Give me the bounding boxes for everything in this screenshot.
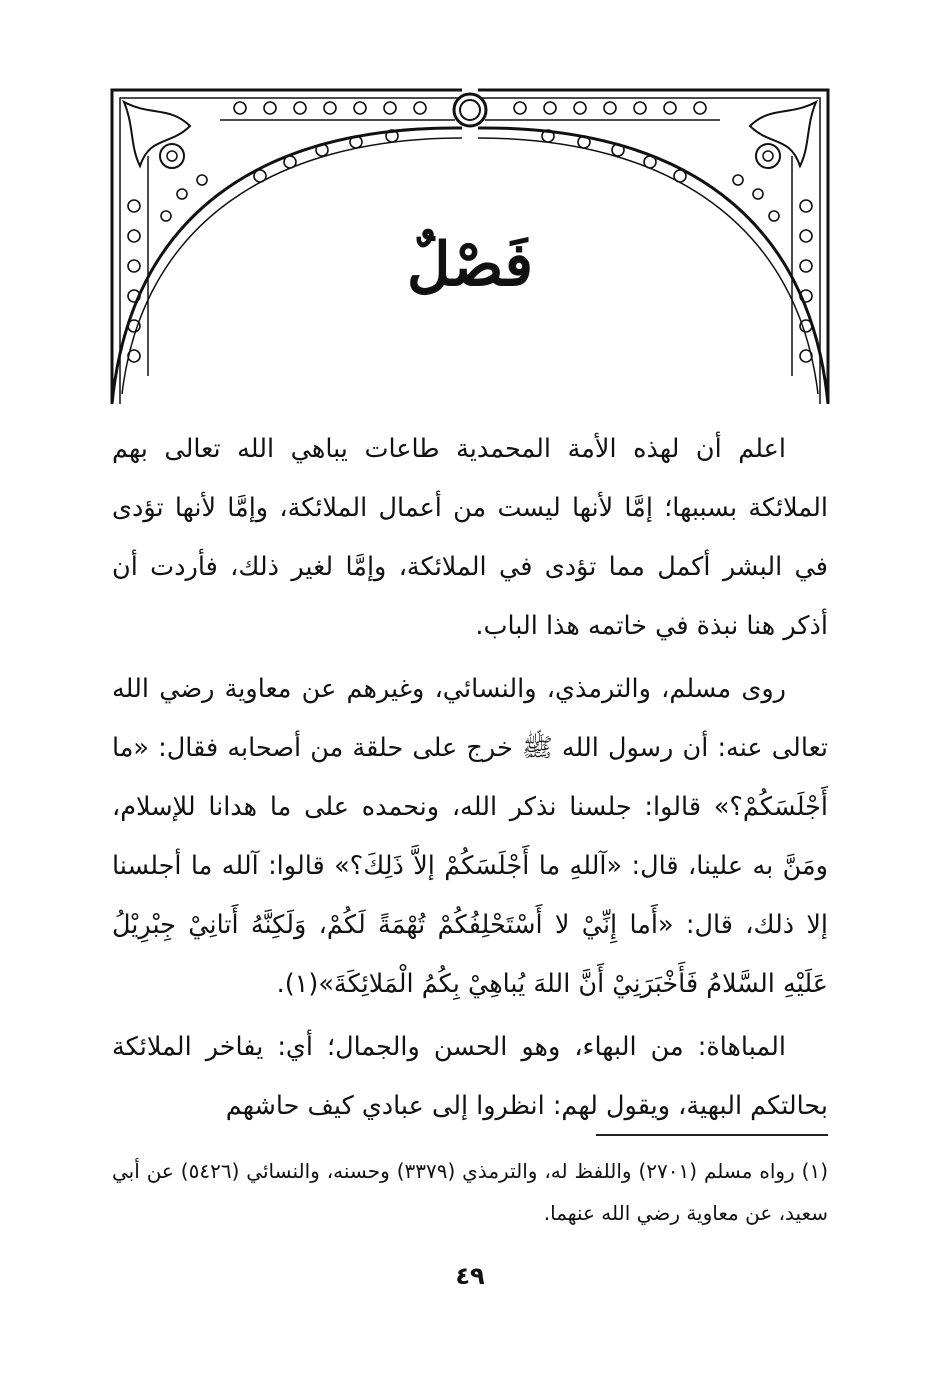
main-text [112,420,828,1140]
page-number: ٤٩ [455,1262,485,1290]
chapter-title: فَصْلٌ [406,230,534,300]
footnotes [112,1150,828,1234]
paragraph: روى مسلم، والترمذي، والنسائي، وغيرهم عن معاوية رضي الله تعالى عنه: أن رسول الله ﷺ خرج على حلقة من أصحابه فقال: «ما أَجْلَسَكُمْ؟» قالوا: جلسنا نذكر الله، ونحمده على ما هدانا للإسلام، ومَنَّ به علينا، قال: «آللهِ ما أَجْلَسَكُمْ إلاَّ ذَلِكَ؟» قالوا: آلله ما أجلسنا إلا ذلك، قال: «أَما إِنِّيْ لا أَسْتَحْلِفُكُمْ تُهْمَةً لَكُمْ، وَلَكِنَّهُ أَتانِيْ جِبْرِيْلُ عَلَيْهِ السَّلامُ فَأَخْبَرَنِيْ أَنَّ اللهَ يُباهِيْ بِكُمُ الْمَلائِكَةَ»(١). [112,674,828,999]
paragraph: اعلم أن لهذه الأمة المحمدية طاعات يباهي الله تعالى بهم الملائكة بسببها؛ إمَّا لأنها ليست من أعمال الملائكة، وإمَّا لأنها تؤدى في البشر أكمل مما تؤدى في الملائكة، وإمَّا لغير ذلك، فأردت أن أذكر هنا نبذة في خاتمه هذا الباب. [112,434,828,641]
footnote: (١) رواه مسلم (٢٧٠١) واللفظ له، والترمذي (٣٣٧٩) وحسنه، والنسائي (٥٤٢٦) عن أبي سعيد، عن معاوية رضي الله عنهما. [112,1159,828,1225]
paragraph: المباهاة: من البهاء، وهو الحسن والجمال؛ أي: يفاخر الملائكة بحالتكم البهية، ويقول لهم: انظروا إلى عبادي كيف حاشهم [112,1032,828,1121]
footnote-divider [596,1134,828,1136]
